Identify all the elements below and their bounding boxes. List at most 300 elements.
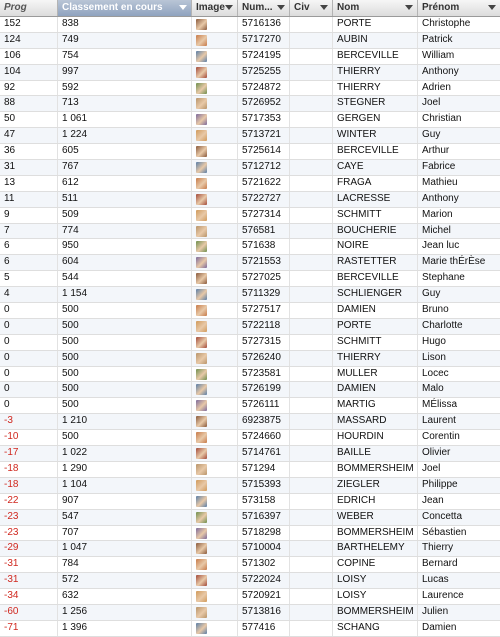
avatar-photo [196, 623, 207, 634]
avatar-photo [196, 321, 207, 332]
cell-prenom: Lucas [422, 574, 449, 586]
avatar-photo [196, 289, 207, 300]
cell-nom: MASSARD [333, 414, 418, 429]
cell-prenom: Jean [422, 494, 444, 506]
cell-prenom: Joel [422, 462, 441, 474]
avatar-photo [196, 480, 207, 491]
cell-classement: 500 [58, 430, 192, 445]
table-row[interactable] [0, 303, 500, 319]
cell-classement: 1 061 [58, 112, 192, 127]
sort-descending-icon [179, 5, 187, 10]
cell-nom: BERCEVILLE [333, 144, 418, 159]
cell-image [192, 255, 238, 270]
avatar-photo [196, 305, 207, 316]
cell-civ [290, 319, 333, 334]
cell-numero: 5722727 [238, 192, 290, 207]
cell-prog: -71 [0, 621, 58, 636]
cell-nom: LACRESSE [333, 192, 418, 207]
cell-prenom: Bernard [422, 558, 458, 570]
cell-nom: SCHMITT [333, 335, 418, 350]
cell-civ [290, 478, 333, 493]
avatar-photo [196, 543, 207, 554]
cell-image [192, 414, 238, 429]
cell-nom: LOISY [333, 573, 418, 588]
cell-prog: 0 [0, 319, 58, 334]
cell-civ [290, 589, 333, 604]
cell-image [192, 17, 238, 32]
avatar-photo [196, 19, 207, 30]
cell-image [192, 287, 238, 302]
avatar-photo [196, 464, 207, 475]
table-row[interactable] [0, 96, 500, 112]
cell-nom: BOMMERSHEIM [333, 526, 418, 541]
cell-nom: PORTE [333, 319, 418, 334]
cell-image [192, 351, 238, 366]
avatar-photo [196, 400, 207, 411]
cell-classement: 509 [58, 208, 192, 223]
cell-prenom: Fabrice [422, 161, 456, 173]
cell-image [192, 176, 238, 191]
cell-prog: -23 [0, 510, 58, 525]
cell-nom: DAMIEN [333, 303, 418, 318]
table-row[interactable] [0, 589, 500, 605]
cell-prog: 152 [0, 17, 58, 32]
column-header-label: Classement en cours [62, 2, 163, 13]
cell-classement: 632 [58, 589, 192, 604]
table-row[interactable] [0, 160, 500, 176]
column-header-numero[interactable] [238, 0, 290, 16]
table-row[interactable] [0, 81, 500, 97]
cell-nom: STEGNER [333, 96, 418, 111]
cell-classement: 784 [58, 557, 192, 572]
avatar-photo [196, 496, 207, 507]
cell-numero: 573158 [238, 494, 290, 509]
cell-image [192, 589, 238, 604]
cell-classement: 572 [58, 573, 192, 588]
cell-civ [290, 112, 333, 127]
cell-prog: 11 [0, 192, 58, 207]
table-row[interactable] [0, 557, 500, 573]
table-row[interactable] [0, 494, 500, 510]
table-header [0, 0, 500, 17]
table-row[interactable] [0, 255, 500, 271]
cell-classement: 767 [58, 160, 192, 175]
cell-nom: BARTHELEMY [333, 541, 418, 556]
cell-numero: 5727025 [238, 271, 290, 286]
cell-prog: -60 [0, 605, 58, 620]
cell-numero: 5726952 [238, 96, 290, 111]
cell-image [192, 510, 238, 525]
table-row[interactable] [0, 351, 500, 367]
cell-prenom: Sébastien [422, 526, 467, 538]
cell-civ [290, 144, 333, 159]
column-header-image[interactable] [192, 0, 238, 16]
table-row[interactable] [0, 208, 500, 224]
cell-classement: 1 022 [58, 446, 192, 461]
cell-nom: GERGEN [333, 112, 418, 127]
cell-numero: 5713721 [238, 128, 290, 143]
cell-nom: AUBIN [333, 33, 418, 48]
cell-numero: 5717270 [238, 33, 290, 48]
column-header-label: Image [196, 2, 225, 13]
cell-civ [290, 557, 333, 572]
cell-prenom: Guy [422, 129, 441, 141]
cell-prog: 7 [0, 224, 58, 239]
cell-nom: BERCEVILLE [333, 271, 418, 286]
avatar-photo [196, 591, 207, 602]
cell-civ [290, 351, 333, 366]
cell-classement: 1 154 [58, 287, 192, 302]
cell-classement: 950 [58, 239, 192, 254]
table-row[interactable] [0, 367, 500, 383]
column-header-label: Num... [242, 2, 273, 13]
cell-numero: 5721553 [238, 255, 290, 270]
avatar-photo [196, 416, 207, 427]
cell-prog: -34 [0, 589, 58, 604]
cell-prog: -23 [0, 526, 58, 541]
table-row[interactable] [0, 621, 500, 637]
table-row[interactable] [0, 335, 500, 351]
table-row[interactable] [0, 541, 500, 557]
cell-image [192, 160, 238, 175]
cell-image [192, 621, 238, 636]
cell-civ [290, 128, 333, 143]
cell-image [192, 208, 238, 223]
cell-classement: 500 [58, 319, 192, 334]
cell-prenom: Philippe [422, 478, 458, 490]
cell-classement: 500 [58, 351, 192, 366]
cell-numero: 5711329 [238, 287, 290, 302]
cell-prenom: Julien [422, 605, 449, 617]
cell-prog: 0 [0, 367, 58, 382]
cell-numero: 5722118 [238, 319, 290, 334]
cell-prenom: Adrien [422, 81, 451, 93]
column-header-prenom[interactable] [418, 0, 500, 16]
column-header-label: Civ [294, 2, 310, 13]
cell-civ [290, 160, 333, 175]
table-row[interactable] [0, 112, 500, 128]
cell-prog: 36 [0, 144, 58, 159]
cell-prog: 0 [0, 382, 58, 397]
cell-civ [290, 446, 333, 461]
column-header-civ[interactable] [290, 0, 333, 16]
cell-image [192, 96, 238, 111]
cell-prog: 4 [0, 287, 58, 302]
cell-classement: 500 [58, 382, 192, 397]
avatar-photo [196, 575, 207, 586]
table-row[interactable] [0, 414, 500, 430]
cell-numero: 5722024 [238, 573, 290, 588]
cell-prenom: Locec [422, 367, 449, 379]
cell-civ [290, 176, 333, 191]
cell-civ [290, 335, 333, 350]
cell-image [192, 526, 238, 541]
avatar-photo [196, 257, 207, 268]
cell-prog: -3 [0, 414, 58, 429]
cell-prenom: MÉlissa [422, 399, 458, 411]
cell-numero: 571302 [238, 557, 290, 572]
cell-image [192, 65, 238, 80]
cell-civ [290, 287, 333, 302]
cell-numero: 5714761 [238, 446, 290, 461]
cell-nom: PORTE [333, 17, 418, 32]
table-row[interactable] [0, 462, 500, 478]
table-row[interactable] [0, 287, 500, 303]
cell-prog: 50 [0, 112, 58, 127]
cell-classement: 500 [58, 398, 192, 413]
cell-numero: 5718298 [238, 526, 290, 541]
column-header-nom[interactable] [333, 0, 418, 16]
cell-nom: ZIEGLER [333, 478, 418, 493]
table-row[interactable] [0, 128, 500, 144]
cell-numero: 5715393 [238, 478, 290, 493]
cell-nom: THIERRY [333, 81, 418, 96]
cell-civ [290, 303, 333, 318]
cell-classement: 997 [58, 65, 192, 80]
cell-prog: 13 [0, 176, 58, 191]
cell-civ [290, 224, 333, 239]
cell-classement: 612 [58, 176, 192, 191]
cell-prog: 0 [0, 351, 58, 366]
cell-image [192, 573, 238, 588]
cell-prenom: Laurence [422, 590, 464, 602]
cell-prog: 104 [0, 65, 58, 80]
cell-image [192, 271, 238, 286]
table-row[interactable] [0, 430, 500, 446]
cell-nom: SCHMITT [333, 208, 418, 223]
cell-nom: WEBER [333, 510, 418, 525]
table-row[interactable] [0, 239, 500, 255]
cell-prenom: Stephane [422, 272, 465, 284]
cell-prog: 5 [0, 271, 58, 286]
cell-classement: 547 [58, 510, 192, 525]
cell-prenom: Damien [422, 621, 457, 633]
cell-prenom: Lison [422, 351, 446, 363]
column-header-label: Nom [337, 2, 360, 13]
cell-image [192, 382, 238, 397]
cell-numero: 576581 [238, 224, 290, 239]
table-row[interactable] [0, 176, 500, 192]
cell-numero: 5725255 [238, 65, 290, 80]
table-row[interactable] [0, 446, 500, 462]
avatar-photo [196, 51, 207, 62]
cell-prog: 9 [0, 208, 58, 223]
cell-classement: 774 [58, 224, 192, 239]
avatar-photo [196, 178, 207, 189]
table-row[interactable] [0, 398, 500, 414]
cell-prog: -22 [0, 494, 58, 509]
cell-prenom: Marion [422, 208, 453, 220]
cell-civ [290, 398, 333, 413]
cell-numero: 5725614 [238, 144, 290, 159]
cell-numero: 5726111 [238, 398, 290, 413]
cell-civ [290, 192, 333, 207]
cell-civ [290, 33, 333, 48]
cell-classement: 544 [58, 271, 192, 286]
cell-image [192, 303, 238, 318]
cell-classement: 1 256 [58, 605, 192, 620]
table-row[interactable] [0, 526, 500, 542]
cell-image [192, 367, 238, 382]
avatar-photo [196, 512, 207, 523]
cell-image [192, 192, 238, 207]
cell-image [192, 49, 238, 64]
cell-prog: 0 [0, 335, 58, 350]
cell-image [192, 494, 238, 509]
cell-prog: 31 [0, 160, 58, 175]
cell-nom: EDRICH [333, 494, 418, 509]
cell-prenom: Corentin [422, 431, 460, 443]
table-row[interactable] [0, 271, 500, 287]
cell-nom: THIERRY [333, 351, 418, 366]
cell-prog: 0 [0, 303, 58, 318]
cell-prenom: Hugo [422, 335, 446, 347]
cell-image [192, 462, 238, 477]
table-row[interactable] [0, 382, 500, 398]
cell-prog: 106 [0, 49, 58, 64]
sort-arrow-icon [320, 5, 328, 10]
cell-prenom: William [422, 49, 455, 61]
cell-nom: LOISY [333, 589, 418, 604]
cell-civ [290, 621, 333, 636]
cell-nom: BAILLE [333, 446, 418, 461]
cell-prenom: Guy [422, 288, 441, 300]
cell-prog: -17 [0, 446, 58, 461]
cell-nom: BOMMERSHEIM [333, 462, 418, 477]
cell-classement: 1 047 [58, 541, 192, 556]
cell-classement: 1 210 [58, 414, 192, 429]
cell-prenom: Arthur [422, 145, 450, 157]
cell-classement: 1 104 [58, 478, 192, 493]
avatar-photo [196, 528, 207, 539]
cell-prenom: Patrick [422, 33, 453, 45]
cell-image [192, 335, 238, 350]
cell-classement: 754 [58, 49, 192, 64]
cell-image [192, 557, 238, 572]
cell-image [192, 144, 238, 159]
cell-civ [290, 49, 333, 64]
cell-prenom: Laurent [422, 415, 456, 427]
table-row[interactable] [0, 319, 500, 335]
cell-numero: 5726199 [238, 382, 290, 397]
cell-numero: 6923875 [238, 414, 290, 429]
table-row[interactable] [0, 17, 500, 33]
cell-civ [290, 96, 333, 111]
cell-numero: 5716397 [238, 510, 290, 525]
table-row[interactable] [0, 192, 500, 208]
table-row[interactable] [0, 65, 500, 81]
cell-civ [290, 65, 333, 80]
cell-prenom: Olivier [422, 447, 451, 459]
cell-prog: 92 [0, 81, 58, 96]
avatar-photo [196, 353, 207, 364]
cell-prenom: Christian [422, 113, 462, 125]
cell-image [192, 239, 238, 254]
cell-nom: DAMIEN [333, 382, 418, 397]
table-body [0, 17, 500, 637]
avatar-photo [196, 559, 207, 570]
cell-numero: 5724872 [238, 81, 290, 96]
cell-image [192, 605, 238, 620]
cell-image [192, 398, 238, 413]
table-row[interactable] [0, 144, 500, 160]
table-row[interactable] [0, 49, 500, 65]
cell-image [192, 33, 238, 48]
avatar-photo [196, 114, 207, 125]
cell-prog: 124 [0, 33, 58, 48]
cell-numero: 5724195 [238, 49, 290, 64]
cell-prenom: Marie thÉrÈse [422, 256, 486, 268]
cell-nom: SCHLIENGER [333, 287, 418, 302]
cell-classement: 500 [58, 335, 192, 350]
column-header-prog[interactable] [0, 0, 58, 16]
avatar-photo [196, 146, 207, 157]
cell-civ [290, 208, 333, 223]
cell-prenom: Malo [422, 383, 444, 395]
column-header-classement[interactable] [58, 0, 192, 16]
table-row[interactable] [0, 573, 500, 589]
avatar-photo [196, 226, 207, 237]
cell-nom: RASTETTER [333, 255, 418, 270]
cell-nom: MULLER [333, 367, 418, 382]
table-row[interactable] [0, 478, 500, 494]
table-row[interactable] [0, 33, 500, 49]
cell-image [192, 128, 238, 143]
cell-nom: CAYE [333, 160, 418, 175]
cell-civ [290, 526, 333, 541]
cell-numero: 5720921 [238, 589, 290, 604]
table-row[interactable] [0, 605, 500, 621]
cell-civ [290, 573, 333, 588]
cell-civ [290, 255, 333, 270]
cell-classement: 511 [58, 192, 192, 207]
cell-prog: -31 [0, 557, 58, 572]
cell-classement: 592 [58, 81, 192, 96]
avatar-photo [196, 241, 207, 252]
cell-civ [290, 271, 333, 286]
cell-nom: COPINE [333, 557, 418, 572]
cell-classement: 707 [58, 526, 192, 541]
cell-civ [290, 81, 333, 96]
cell-civ [290, 239, 333, 254]
avatar-photo [196, 194, 207, 205]
cell-nom: FRAGA [333, 176, 418, 191]
cell-civ [290, 430, 333, 445]
cell-civ [290, 414, 333, 429]
sort-arrow-icon [488, 5, 496, 10]
cell-image [192, 112, 238, 127]
sort-arrow-icon [225, 5, 233, 10]
table-row[interactable] [0, 224, 500, 240]
cell-civ [290, 17, 333, 32]
cell-prenom: Christophe [422, 18, 471, 29]
cell-prenom: Joel [422, 97, 441, 109]
cell-numero: 5713816 [238, 605, 290, 620]
cell-prenom: Michel [422, 224, 451, 236]
cell-numero: 577416 [238, 621, 290, 636]
cell-numero: 5727314 [238, 208, 290, 223]
cell-nom: SCHANG [333, 621, 418, 636]
avatar-photo [196, 83, 207, 94]
cell-nom: THIERRY [333, 65, 418, 80]
table-row[interactable] [0, 510, 500, 526]
cell-classement: 500 [58, 367, 192, 382]
cell-classement: 500 [58, 303, 192, 318]
cell-prog: 47 [0, 128, 58, 143]
avatar-photo [196, 130, 207, 141]
cell-numero: 5717353 [238, 112, 290, 127]
cell-prog: -10 [0, 430, 58, 445]
